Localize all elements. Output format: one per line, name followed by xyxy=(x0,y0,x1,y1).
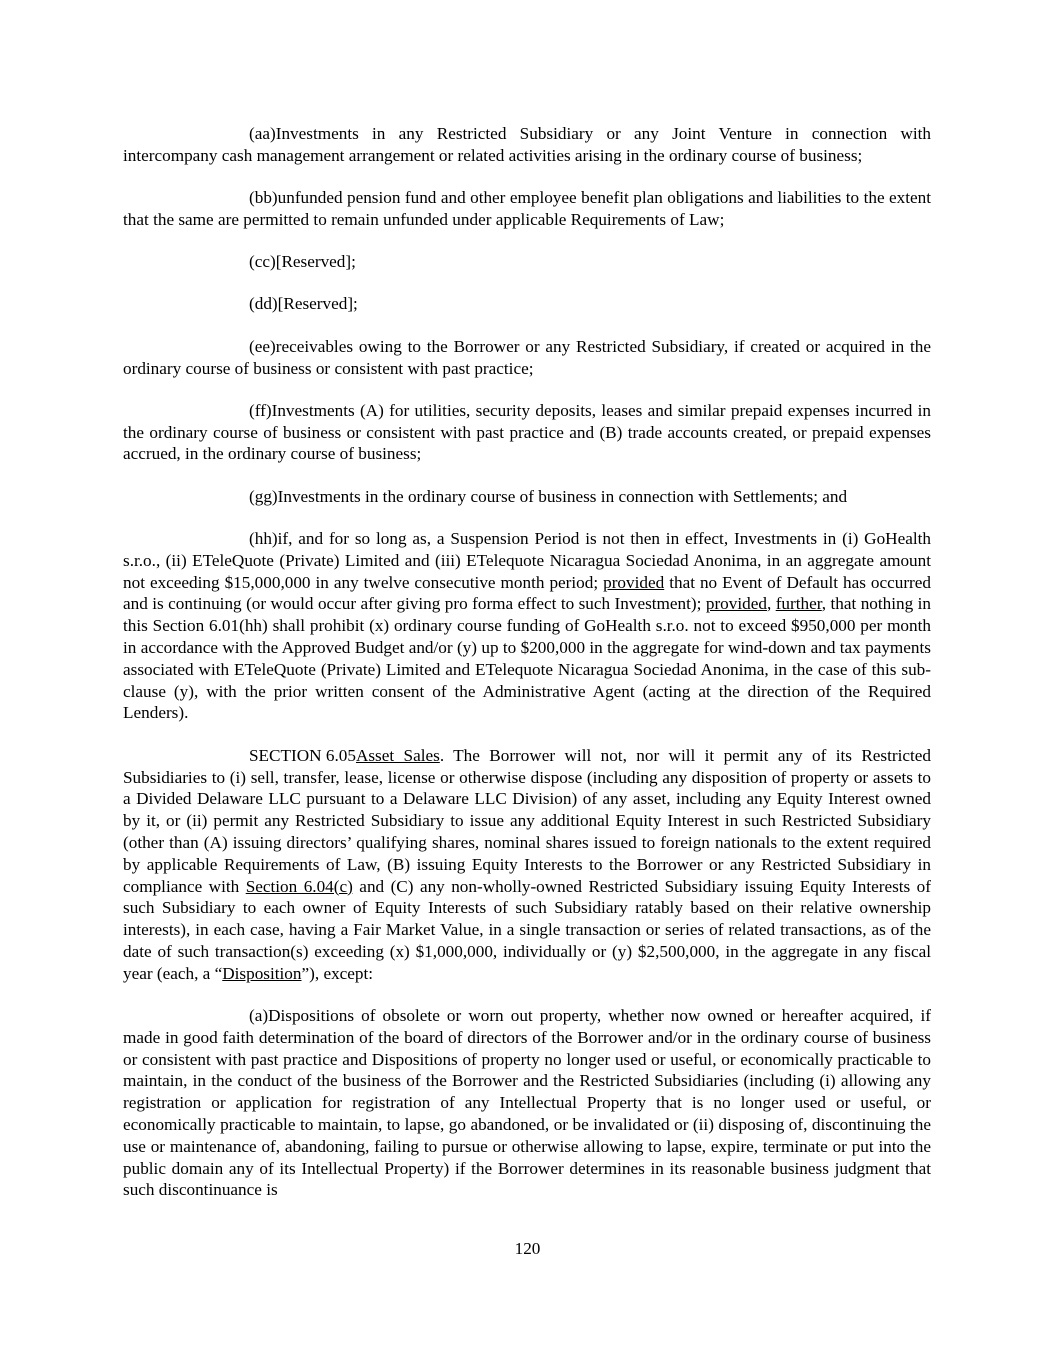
clause-text: [Reserved]; xyxy=(275,252,356,272)
section-number: SECTION 6.05 xyxy=(249,745,356,765)
clause-label: (hh) xyxy=(249,529,278,549)
clause-label: (gg) xyxy=(249,486,278,506)
clause-ff xyxy=(123,400,931,465)
section-text: . The Borrower will not, nor will it permit any of its Restricted Subsidiaries to (i) sell, transfer, lease, license or otherwise dispose (including any disposition of property or assets to a Divided Delaware LLC pursuant to a Delaware LLC Division) of any asset, including any Equity Interest owned by it, or (ii) permit any Restricted Subsidiary to issue any additional Equity Interest in such Restricted Subsidiary (other than (A) issuing directors’ qualifying shares, nominal shares issued to foreign nationals to the extent required by applicable Requirements of Law, (B) issuing Equity Interests to the Borrower or any Restricted Subsidiary in compliance with xyxy=(123,745,931,896)
clause-cc xyxy=(123,251,931,273)
clause-text: Investments in the ordinary course of business in connection with Settlements; and xyxy=(277,486,848,506)
clause-gg xyxy=(123,486,931,508)
clause-label: (cc) xyxy=(249,252,276,272)
clause-dd xyxy=(123,293,931,315)
clause-text: [Reserved]; xyxy=(277,294,358,314)
clause-aa xyxy=(123,123,931,167)
clause-text: Investments (A) for utilities, security deposits, leases and similar prepaid expenses incurred in the ordinary course of business or consistent with past practice and (B) trade accounts created, or prepaid expenses accrued, in the ordinary course of business; xyxy=(123,400,931,464)
clause-ee xyxy=(123,336,931,380)
section-title: Asset Sales xyxy=(355,745,440,765)
clause-a xyxy=(123,1005,931,1201)
clause-bb xyxy=(123,187,931,231)
provided-term: provided xyxy=(705,594,767,614)
section-6-05 xyxy=(123,745,931,985)
provided-term: provided xyxy=(603,572,665,592)
further-term: further xyxy=(775,594,822,614)
clause-text: Dispositions of obsolete or worn out property, whether now owned or hereafter acquired, if made in good faith determination of the board of directors of the Borrower and/or in the ordinary course of business or consistent with past practice and Dispositions of property no longer used or useful, or economically practicable to maintain, in the conduct of the business of the Borrower and the Restricted Subsidiaries (including (i) allowing any registration or application for registration of any Intellectual Property that is no longer used or useful, or economically practicable to maintain, to lapse, go abandoned, or be invalidated or (ii) disposing of, discontinuing the use or maintenance of, abandoning, failing to pursue or otherwise allowing to lapse, expire, terminate or put into the public domain any of its Intellectual Property) if the Borrower determines in its reasonable business judgment that such discontinuance is xyxy=(123,1006,931,1200)
clause-text: , xyxy=(766,594,776,614)
section-text: and (C) any non-wholly-owned Restricted Subsidiary issuing Equity Interests of such Subsidiary to each owner of Equity Interests of such Subsidiary ratably based on their relative ownership interests), in each case, having a Fair Market Value, in a single transaction or series of related transactions, as of the date of such transaction(s) exceeding (x) $1,000,000, individually or (y) $2,500,000, in the aggregate in any fiscal year (each, a “ xyxy=(123,876,931,983)
section-reference: Section 6.04(c) xyxy=(245,876,353,896)
clause-text: Investments in any Restricted Subsidiary or any Joint Venture in connection with intercompany cash management arrangement or related activities arising in the ordinary course of business; xyxy=(123,124,931,165)
clause-label: (ee) xyxy=(249,336,276,356)
clause-text: receivables owing to the Borrower or any Restricted Subsidiary, if created or acquired in the ordinary course of business or consistent with past practice; xyxy=(123,336,931,378)
page-number: 120 xyxy=(514,1239,541,1258)
clause-label: (a) xyxy=(249,1006,269,1025)
defined-term: Disposition xyxy=(222,963,302,983)
clause-text: that no Event of Default has occurred and is continuing (or would occur after giving pro forma effect to such Investment); xyxy=(123,572,931,614)
clause-label: (ff) xyxy=(249,400,272,420)
clause-text: if, and for so long as, a Suspension Period is not then in effect, Investments in (i) GoHealth s.r.o., (ii) ETeleQuote (Private) Limited and (iii) ETelequote Nicaragua Sociedad Anonima, in an aggregate amount not exceeding $15,000,000 in any twelve consecutive month period; xyxy=(123,529,931,592)
section-text: ”), except: xyxy=(301,963,374,983)
clause-label: (dd) xyxy=(249,294,278,314)
clause-label: (bb) xyxy=(249,188,278,208)
clause-text: , that nothing in this Section 6.01(hh) shall prohibit (x) ordinary course funding of GoHealth s.r.o. not to exceed $950,000 per month in accordance with the Approved Budget and/or (y) up to $200,000 in the aggregate for wind-down and tax payments associated with ETeleQuote (Private) Limited and ETelequote Nicaragua Sociedad Anonima, in the case of this sub-clause (y), with the prior written consent of the Administrative Agent (acting at the direction of the Required Lenders). xyxy=(123,594,932,723)
clause-hh xyxy=(123,528,931,724)
page-body xyxy=(123,123,931,1222)
clause-text: unfunded pension fund and other employee benefit plan obligations and liabilities to the extent that the same are permitted to remain unfunded under applicable Requirements of Law; xyxy=(123,188,931,229)
clause-label: (aa) xyxy=(249,124,276,143)
